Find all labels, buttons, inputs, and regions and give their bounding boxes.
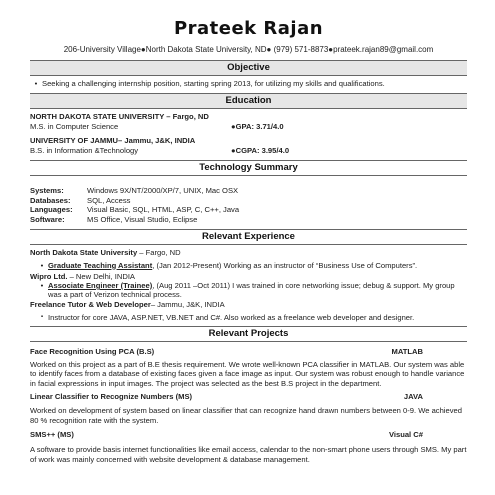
job-description: Instructor for core JAVA, ASP.NET, VB.NET and C#. Also worked as a freelance web developer and designer.: [48, 312, 415, 322]
job-item: [30, 261, 467, 270]
bullet-icon: •: [40, 281, 44, 290]
job-header: [30, 300, 467, 310]
degree: M.S. in Computer Science: [30, 121, 119, 131]
job-item: [30, 313, 467, 322]
school-name: NORTH DAKOTA STATE UNIVERSITY – Fargo, ND: [30, 112, 209, 121]
skill-row: [30, 186, 467, 196]
school-details: [30, 122, 467, 132]
project-header: [30, 430, 467, 440]
square-bullet-icon: ▪: [40, 313, 44, 320]
project-tech: MATLAB: [391, 346, 423, 356]
job-item: [30, 281, 467, 299]
employer: Freelance Tutor & Web Developer: [30, 300, 151, 309]
contact-line: 206-University Village●North Dakota State University, ND● (979) 571-8873●prateek.rajan89@gmail.com: [63, 45, 434, 54]
projects-heading: Relevant Projects: [30, 326, 467, 342]
job-role: Graduate Teaching Assistant: [48, 260, 153, 270]
gpa: ●GPA: 3.71/4.0: [231, 121, 284, 131]
bullet-icon: •: [34, 79, 38, 88]
job-header: [30, 272, 467, 282]
project-name: Linear Classifier to Recognize Numbers (MS): [30, 392, 193, 401]
project-name: Face Recognition Using PCA (B.S): [30, 346, 155, 356]
bullet-icon: •: [40, 260, 44, 270]
skill-row: [30, 205, 467, 215]
job-location: – Jammu, J&K, INDIA: [150, 300, 225, 309]
candidate-name: Prateek Rajan: [173, 18, 324, 39]
skill-row: [30, 215, 467, 225]
school-name: UNIVERSITY OF JAMMU– Jammu, J&K, INDIA: [30, 136, 196, 145]
job-role: Associate Engineer (Trainee): [48, 281, 153, 290]
education-heading: Education: [30, 93, 467, 109]
project-header: [30, 392, 467, 402]
objective-item: [30, 79, 467, 88]
skill-key: Languages:: [30, 205, 73, 214]
gpa: ●CGPA: 3.95/4.0: [231, 145, 290, 155]
project-tech: Visual C#: [388, 430, 423, 439]
job-location: – New Delhi, INDIA: [67, 271, 135, 281]
skill-value: SQL, Access: [87, 195, 131, 205]
skill-key: Databases:: [30, 195, 71, 205]
school-details: [30, 146, 467, 156]
employer: Wipro Ltd.: [30, 271, 68, 281]
objective-text: Seeking a challenging internship position, starting spring 2013, for utilizing my skills and qualifications.: [42, 79, 385, 88]
project-header: [30, 347, 467, 357]
job-header: [30, 248, 467, 258]
project-description: Worked on development of system based on linear classifier that can recognize hand drawn numbers between 0-9. We achieved 80 % recognition rate with the system.: [30, 406, 462, 425]
skill-key: Software:: [30, 214, 65, 224]
job-description: , (Jan 2012-Present) Working as an instructor of “Business Use of Computers”.: [152, 260, 418, 270]
project-description: Worked on this project as a part of B.E thesis requirement. We wrote well-known PCA classifier in MATLAB. Our system was able to identify faces from a database of existing faces given a face image as input. Our system was robust enough to handle variance in facial expressions in input images. The project was selected as the best B.S project in the department.: [30, 359, 465, 388]
project-name: SMS++ (MS): [30, 430, 74, 439]
project-description: A software to provide basis internet functionalities like email access, calendar to the non-smart phone users through SMS. My part of work was mainly concerned with website development & database management.: [30, 445, 467, 464]
skill-value: Visual Basic, SQL, HTML, ASP, C, C++, Java: [87, 205, 240, 214]
project-tech: JAVA: [403, 392, 423, 401]
experience-heading: Relevant Experience: [30, 229, 467, 245]
employer: North Dakota State University: [30, 248, 138, 257]
skill-row: [30, 196, 467, 206]
job-location: – Fargo, ND: [137, 248, 181, 257]
resume-page: [30, 0, 467, 464]
job-description: , (Aug 2011 –Oct 2011) I was trained in core networking issue; debug & support. My group was a part of Verizon technical process.: [48, 281, 455, 299]
skill-value: MS Office, Visual Studio, Eclipse: [87, 214, 198, 224]
degree: B.S. in Information &Technology: [30, 145, 139, 155]
objective-heading: Objective: [30, 60, 467, 76]
skill-value: Windows 9X/NT/2000/XP/7, UNIX, Mac OSX: [87, 186, 239, 195]
skills-table: [30, 186, 467, 224]
technology-heading: Technology Summary: [30, 160, 467, 176]
skill-key: Systems:: [30, 186, 64, 195]
